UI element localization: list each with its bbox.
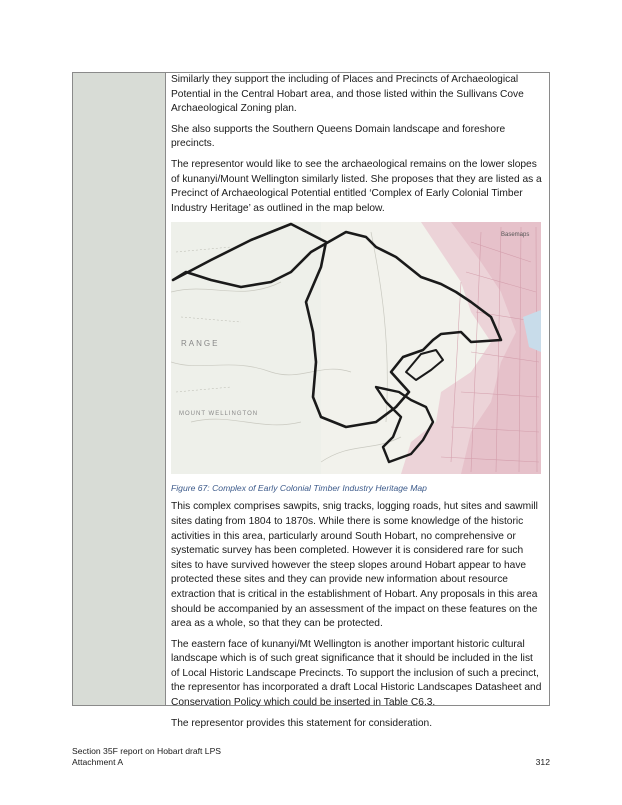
content-table [72,72,550,729]
mount-label: MOUNT WELLINGTON [179,411,259,418]
page-number: 312 [535,757,550,767]
heritage-map [171,222,541,474]
paragraph-3: The representor would like to see the archaeological remains on the lower slopes of kunanyi/Mount Wellington similarly listed. She proposes that they are listed as a Precinct of Archaeological Potential entitled ‘Complex of Early Colonial Timber Industry Heritage’ as outlined in the map below. [171,158,542,214]
table-left-column [73,73,166,705]
range-label: RANGE [181,339,220,349]
basemaps-label: Basemaps [501,232,530,239]
paragraph-5: The eastern face of kunanyi/Mt Wellington is another important historic cultural landscape which is of such great significance that it should be included in the list of Local Historic Landscape Precincts. To support the inclusion of such a precinct, the representor has incorporated a draft Local Historic Landscapes Datasheet and Conservation Policy which could be inserted in Table C6.3. [171,638,542,709]
paragraph-4: This complex comprises sawpits, snig tracks, logging roads, hut sites and sawmill sites dating from 1804 to 1870s. While there is some knowledge of the historic activities in this area, particularly around South Hobart, no comprehensive or systematic survey has been completed. However it is considered rare for such sites to have survived however the steep slopes around Hobart appear to have protected these sites and they can provide new information about resource extraction that is critical in the establishment of Hobart. Any proposals in this area should be accompanied by an assessment of the impact on these features on the area as a whole, so that they can be protected. [171,501,538,630]
paragraph-2: She also supports the Southern Queens Domain landscape and foreshore precincts. [171,123,506,150]
footer-line-1: Section 35F report on Hobart draft LPS [72,746,222,756]
footer-line-2: Attachment A [72,757,124,767]
paragraph-1: Similarly they support the including of Places and Precincts of Archaeological Potential in the Central Hobart area, and those listed within the Sullivans Cove Archaeological Zoning plan. [171,74,524,115]
figure-caption: Figure 67: Complex of Early Colonial Timber Industry Heritage Map [171,483,427,494]
page-footer [72,746,550,768]
table-right-column [166,73,549,729]
paragraph-6: The representor provides this statement for consideration. [171,717,433,729]
